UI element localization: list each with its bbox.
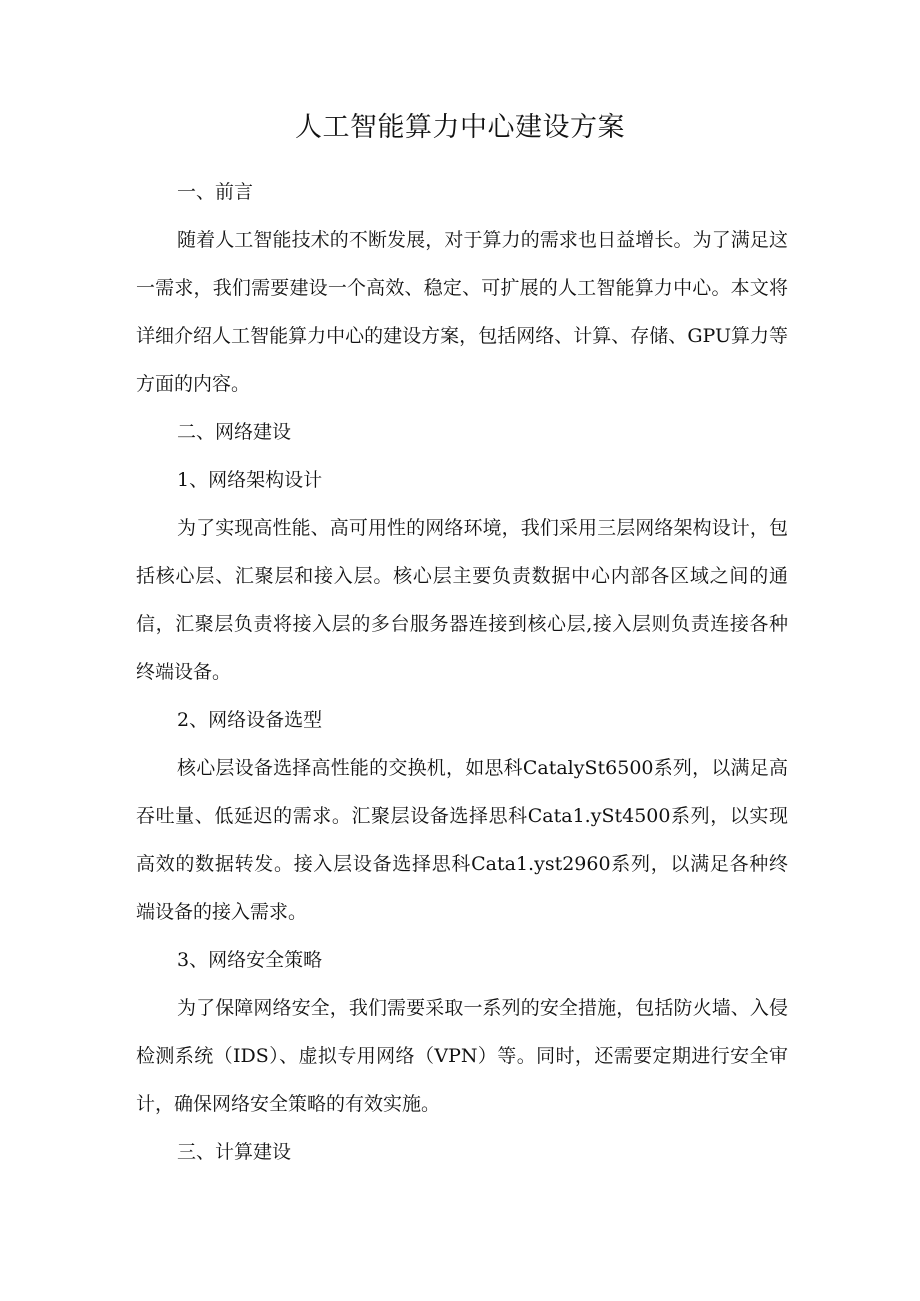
paragraph-network-security: 为了保障网络安全，我们需要采取一系列的安全措施，包括防火墙、入侵检测系统（IDS）、虚拟专用网络（VPN）等。同时，还需要定期进行安全审计，确保网络安全策略的有效实施。: [136, 997, 788, 1115]
paragraph-preface: 随着人工智能技术的不断发展，对于算力的需求也日益增长。为了满足这一需求，我们需要建设一个高效、稳定、可扩展的人工智能算力中心。本文将详细介绍人工智能算力中心的建设方案，包括网络、计算、存储、GPU算力等方面的内容。: [136, 229, 788, 395]
section-heading-compute: 三、计算建设: [177, 1141, 292, 1163]
section-heading-preface: 一、前言: [177, 181, 254, 203]
section-heading-network: 二、网络建设: [177, 421, 292, 443]
subsection-heading-network-security: 3、网络安全策略: [177, 949, 323, 971]
document-body: [136, 168, 788, 1176]
paragraph-network-architecture: 为了实现高性能、高可用性的网络环境，我们采用三层网络架构设计，包括核心层、汇聚层和接入层。核心层主要负责数据中心内部各区域之间的通信，汇聚层负责将接入层的多台服务器连接到核心层,接入层则负责连接各种终端设备。: [136, 517, 788, 683]
subsection-heading-network-devices: 2、网络设备选型: [177, 709, 323, 731]
document-title: 人工智能算力中心建设方案: [295, 112, 625, 143]
paragraph-network-devices: 核心层设备选择高性能的交换机，如思科CatalySt6500系列，以满足高吞吐量、低延迟的需求。汇聚层设备选择思科Cata1.ySt4500系列，以实现高效的数据转发。接入层设备选择思科Cata1.yst2960系列，以满足各种终端设备的接入需求。: [136, 757, 788, 923]
subsection-heading-network-architecture: 1、网络架构设计: [177, 469, 323, 491]
